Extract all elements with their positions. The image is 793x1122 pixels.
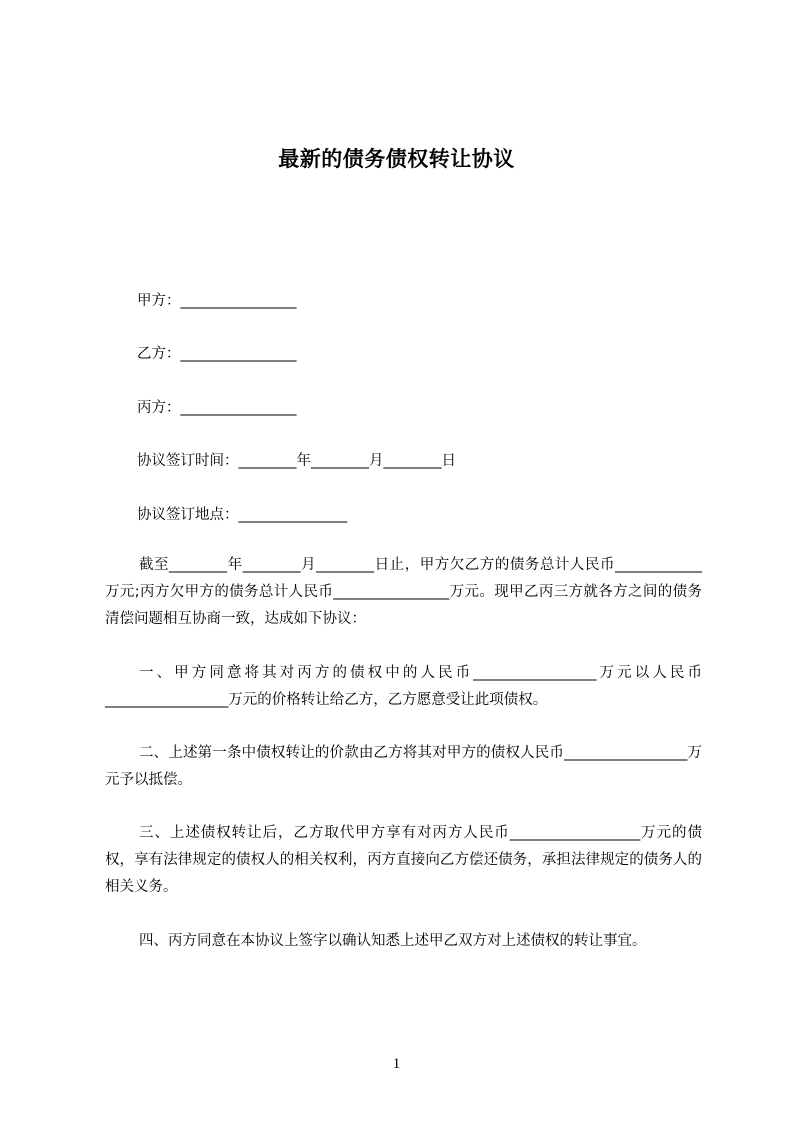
party-a-field: 甲方：________________ bbox=[137, 293, 297, 309]
sign-place-field: 协议签订地点：_______________ bbox=[137, 507, 348, 523]
preamble-paragraph: 截至________年________月________日止，甲方欠乙方的债务总计人民币____________万元;丙方欠甲方的债务总计人民币________________万元。现甲乙丙三方就各方之间的债务清偿问题相互协商一致，达成如下协议： bbox=[105, 557, 702, 627]
clause-4-paragraph: 四、丙方同意在本协议上签字以确认知悉上述甲乙双方对上述债权的转让事宜。 bbox=[139, 933, 647, 949]
document-title: 最新的债务债权转让协议 bbox=[278, 147, 515, 171]
clause-2-paragraph: 二、上述第一条中债权转让的价款由乙方将其对甲方的债权人民币_________________万元予以抵偿。 bbox=[105, 745, 702, 788]
sign-date-field: 协议签订时间：________年________月________日 bbox=[137, 453, 456, 469]
page-number: 1 bbox=[392, 1056, 401, 1072]
clause-1-paragraph: 一、甲方同意将其对丙方的债权中的人民币_________________万元以人民币_________________万元的价格转让给乙方，乙方愿意受让此项债权。 bbox=[105, 665, 702, 708]
party-c-field: 丙方：________________ bbox=[137, 400, 297, 416]
party-b-field: 乙方：________________ bbox=[137, 346, 297, 362]
clause-3-paragraph: 三、上述债权转让后，乙方取代甲方享有对丙方人民币__________________万元的债权，享有法律规定的债权人的相关权利，丙方直接向乙方偿还债务，承担法律规定的债务人的相关义务。 bbox=[105, 825, 702, 895]
